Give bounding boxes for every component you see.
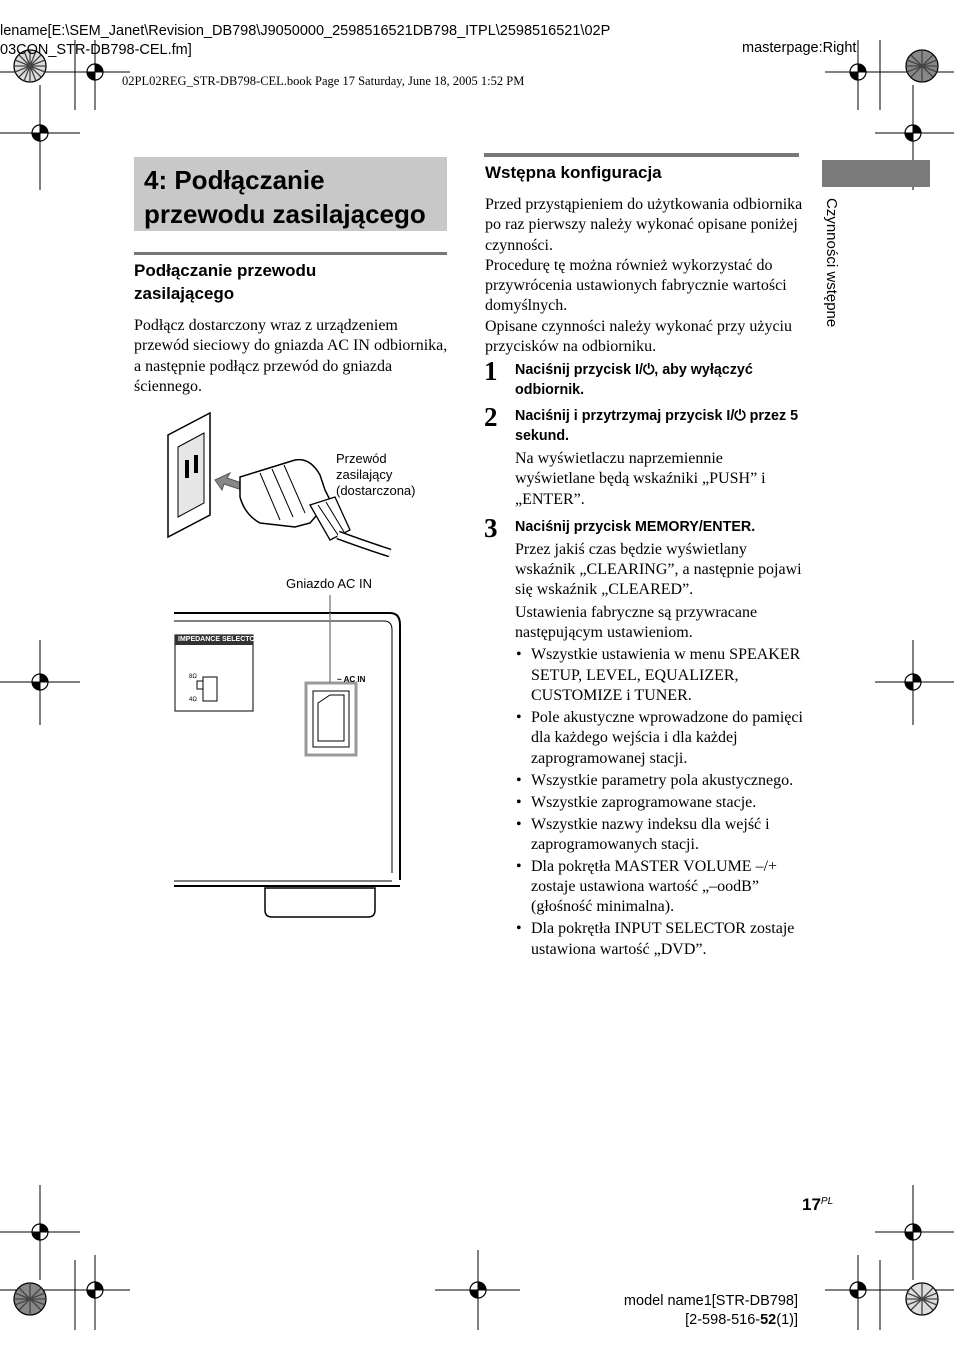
list-item: • Pole akustyczne wprowadzone do pamięci dla każdego wejścia i dla każdej zaprogramowanej stacji. <box>515 708 804 769</box>
cord-label-line-2: zasilający <box>336 467 393 482</box>
list-item: • Dla pokrętła MASTER VOLUME –/+ zostaje ustawiona wartość „–oodB” (głośność minimalna). <box>515 857 804 918</box>
section-title: 4: Podłączanie przewodu zasilającego <box>144 165 426 229</box>
cord-label-line-1: Przewód <box>336 451 387 466</box>
impedance-selector-label: IMPEDANCE SELECTOR <box>178 636 260 643</box>
model-line-2-prefix: [2-598-516- <box>685 1312 761 1328</box>
model-line-2 <box>624 1311 798 1330</box>
right-rule <box>484 153 799 157</box>
left-rule <box>134 252 447 255</box>
step-1-number: 1 <box>484 356 498 386</box>
page-number <box>802 1195 833 1215</box>
steps-list <box>484 356 804 962</box>
masterpage-label: masterpage:Right <box>742 40 857 56</box>
step-3-text-2: Ustawienia fabryczne są przywracane następującym ustawieniom. <box>515 603 758 642</box>
left-subheading: Podłączanie przewodu zasilającego <box>134 261 317 303</box>
step-3-number: 3 <box>484 512 498 543</box>
list-item: • Wszystkie zaprogramowane stacje. <box>515 793 804 813</box>
right-heading: Wstępna konfiguracja <box>485 163 662 182</box>
list-item: • Wszystkie nazwy indeksu dla wejść i zaprogramowanych stacji. <box>515 815 804 856</box>
intro-paragraph-1: Przed przystąpieniem do użytkowania odbiornika po raz pierwszy należy wykonać opisane poniżej czynności. <box>485 196 803 254</box>
section-tab <box>822 160 930 187</box>
socket-label: Gniazdo AC IN <box>286 576 372 591</box>
filename-line-2: 03CON_STR-DB798-CEL.fm] <box>0 42 192 58</box>
section-title-box <box>134 157 447 231</box>
step-3-text: Przez jakiś czas będzie wyświetlany wskaźnik „CLEARING”, a następnie pojawi się wskaźnik „CLEARED”. <box>515 540 802 599</box>
receiver-rear-panel <box>170 595 410 925</box>
list-item: • Dla pokrętła INPUT SELECTOR zostaje ustawiona wartość „DVD”. <box>515 919 804 960</box>
model-info <box>624 1292 798 1330</box>
impedance-8-label: 8Ω <box>189 674 197 680</box>
step-2-text: Na wyświetlaczu naprzemiennie wyświetlane będą wskaźniki „PUSH” i „ENTER”. <box>515 450 766 508</box>
step-2-title: Naciśnij i przytrzymaj przycisk I/⏻ przez 5 sekund. <box>515 408 799 444</box>
page-number-value: 17 <box>802 1195 821 1214</box>
model-line-1: model name1[STR-DB798] <box>623 1293 798 1309</box>
intro-paragraph-2: Procedurę tę można również wykorzystać do przywrócenia ustawionych fabrycznie wartości domyślnych. <box>485 256 787 315</box>
step-1 <box>484 356 804 400</box>
step-1-title: Naciśnij przycisk I/⏻, aby wyłączyć odbiornik. <box>515 362 753 398</box>
ac-in-label: ~ AC IN <box>337 675 366 684</box>
model-line-2-suffix: (1)] <box>776 1312 798 1328</box>
page-suffix: PL <box>820 1196 834 1207</box>
intro-paragraph-3: Opisane czynności należy wykonać przy użyciu przycisków na odbiorniku. <box>485 317 792 356</box>
sidebar-label: Czynności wstępne <box>823 198 840 328</box>
step-3 <box>484 512 804 960</box>
book-info: 02PL02REG_STR-DB798-CEL.book Page 17 Saturday, June 18, 2005 1:52 PM <box>122 74 525 88</box>
step-3-title: Naciśnij przycisk MEMORY/ENTER. <box>515 518 756 535</box>
step-2 <box>484 402 804 510</box>
filename-line-1: lename[E:\SEM_Janet\Revision_DB798\J9050000_2598516521DB798_ITPL\2598516521\02P <box>0 23 611 39</box>
step-2-number: 2 <box>484 402 498 432</box>
model-line-2-bold: 52 <box>760 1312 777 1328</box>
list-item: • Wszystkie parametry pola akustycznego. <box>515 771 804 791</box>
cord-label-line-3: (dostarczona) <box>336 483 416 498</box>
filename-header <box>0 22 610 60</box>
right-intro <box>485 195 803 357</box>
left-paragraph: Podłącz dostarczony wraz z urządzeniem przewód sieciowy do gniazda AC IN odbiornika, a następnie podłącz przewód do gniazda ściennego. <box>134 317 448 395</box>
cord-label <box>336 451 415 499</box>
reset-bullet-list <box>515 645 804 960</box>
impedance-4-label: 4Ω <box>189 697 197 703</box>
list-item: • Wszystkie ustawienia w menu SPEAKER SETUP, LEVEL, EQUALIZER, CUSTOMIZE i TUNER. <box>515 645 804 706</box>
